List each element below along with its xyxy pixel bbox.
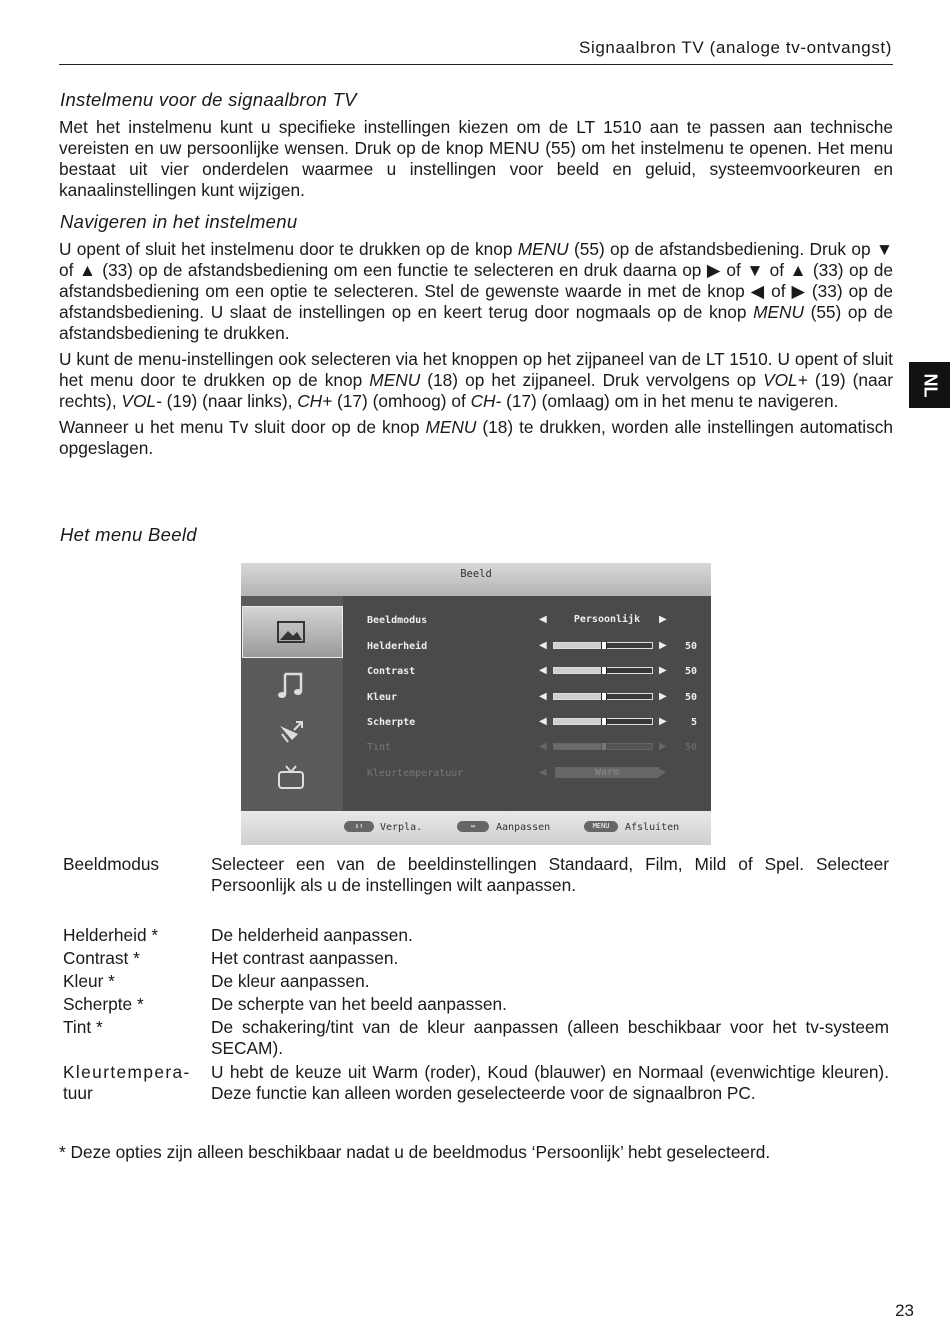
settings-menu-text: Met het instelmenu kunt u specifieke instellingen kiezen om de LT 1510 aan te passen aan technische vereisten en uw persoonlijke wensen. Druk op de knop MENU (55) om het instelmenu te openen. Het menu bestaat uit vier onderdelen waarmee u instellingen voor beeld en geluid, systeemvoorkeuren en kanaalinstellingen kunt wijzigen. [59,117,893,200]
page-number: 23 [895,1301,914,1320]
osd-picture-menu-screenshot [241,563,711,845]
definition-description: De kleur aanpassen. [211,971,370,991]
nl-language-tab [909,362,950,408]
music-note-icon [274,670,308,700]
osd-category-sidebar [241,596,343,811]
osd-row-label: Beeldmodus [367,615,428,626]
definition-description: De helderheid aanpassen. [211,925,413,945]
definition-term: Tint * [63,1017,103,1037]
arrow-left-icon[interactable]: ◀ [539,741,547,752]
osd-row-value: 50 [684,641,697,652]
osd-slider[interactable] [553,718,653,725]
header-rule [59,64,893,65]
arrow-left-icon[interactable]: ◀ [539,665,547,676]
arrow-right-icon[interactable]: ▶ [659,767,667,778]
osd-row-helderheid[interactable] [347,636,711,658]
osd-row-kleur[interactable] [347,687,711,709]
arrow-right-icon[interactable]: ▶ [659,665,667,676]
osd-row-label: Scherpte [367,717,416,728]
arrow-left-icon[interactable]: ◀ [539,640,547,651]
definition-description: Het contrast aanpassen. [211,948,399,968]
footnote: * Deze opties zijn alleen beschikbaar nadat u de beeldmodus ‘Persoonlijk’ hebt geselecteerd. [59,1142,771,1162]
settings-menu-paragraph [59,117,893,201]
section-heading-navigate: Navigeren in het instelmenu [60,211,298,232]
osd-title: Beeld [460,568,492,580]
osd-slider[interactable] [553,667,653,674]
arrow-left-icon[interactable]: ◀ [539,614,547,625]
picture-icon [274,617,308,647]
definition-term: Helderheid * [63,925,159,945]
nl-tab-label: NL [920,373,940,397]
definition-description: U hebt de keuze uit Warm (roder), Koud (blauwer) en Normaal (evenwichtige kleuren). Deze functie kan alleen worden geselecteerde voor de signaalbron PC. [211,1062,889,1103]
definition-term: Beeldmodus [63,854,160,874]
osd-row-tint[interactable] [347,737,711,759]
osd-move-key: ↕↑ [344,821,374,832]
definition-term: Kleur * [63,971,115,991]
osd-row-contrast[interactable] [347,661,711,683]
section-heading-picture-menu: Het menu Beeld [60,524,197,545]
arrow-left-icon[interactable]: ◀ [539,716,547,727]
osd-menu-key: MENU [584,821,618,832]
navigate-paragraphs [59,239,893,459]
osd-slider-fill [554,744,603,749]
page-header-title: Signaalbron TV (analoge tv-ontvangst) [579,38,892,57]
osd-slider-fill [554,668,603,673]
osd-row-label: Contrast [367,666,416,677]
osd-row-label: Tint [367,742,392,753]
arrow-right-icon[interactable]: ▶ [659,716,667,727]
osd-adjust-key: ↔ [457,821,489,832]
osd-row-value: Persoonlijk [573,614,641,625]
osd-row-value: Warm [555,767,659,778]
arrow-left-icon[interactable]: ◀ [539,691,547,702]
osd-settings-list [347,596,711,811]
osd-slider[interactable] [553,642,653,649]
arrow-right-icon[interactable]: ▶ [659,691,667,702]
osd-row-label: Kleurtemperatuur [367,768,464,779]
section-heading-settings-menu: Instelmenu voor de signaalbron TV [60,89,357,110]
arrow-right-icon[interactable]: ▶ [659,614,667,625]
osd-row-label: Kleur [367,692,398,703]
osd-row-kleurtemperatuur[interactable] [347,763,711,785]
osd-row-value: 50 [684,692,697,703]
osd-move-label: Verpla. [380,822,423,833]
osd-row-label: Helderheid [367,641,428,652]
definition-term: Scherpte * [63,994,144,1014]
navigate-paragraph-1: U opent of sluit het instelmenu door te drukken op de knop MENU (55) op de afstandsbediening. Druk op ▼ of ▲ (33) op de afstandsbediening om een functie te selecteren en druk daarna op ▶ of ▼ of ▲ (33) op de afstandsbediening om een optie te selecteren. Stel de gewenste waarde in met de knop ◀ of ▶ (33) op de afstandsbediening. U slaat de instellingen op en keert terug door nogmaals op de knop MENU (55) op de afstandsbediening te drukken. [59,239,893,343]
osd-slider-fill [554,694,603,699]
definition-description: De schakering/tint van de kleur aanpassen (alleen beschikbaar voor het tv-systeem SECAM). [211,1017,889,1058]
definition-description: Selecteer een van de beeldinstellingen Standaard, Film, Mild of Spel. Selecteer Persoonlijk als u de instellingen wilt aanpassen. [211,854,889,895]
osd-slider-knob[interactable] [601,642,607,649]
definition-term: Kleurtempera- tuur [63,1062,191,1103]
osd-row-scherpte[interactable] [347,712,711,734]
osd-row-value: 5 [690,717,697,728]
definition-term: Contrast * [63,948,140,968]
osd-adjust-label: Aanpassen [496,822,551,833]
osd-exit-label: Afsluiten [625,822,680,833]
settings-tools-icon [274,716,308,746]
osd-slider-knob[interactable] [601,743,607,750]
osd-row-value: 50 [684,742,697,753]
osd-row-value: 50 [684,666,697,677]
osd-title-bar [241,563,711,596]
osd-slider-fill [554,719,603,724]
arrow-right-icon[interactable]: ▶ [659,741,667,752]
osd-slider-knob[interactable] [601,693,607,700]
navigate-paragraph-3: Wanneer u het menu Tv sluit door op de knop MENU (18) te drukken, worden alle instellingen automatisch opgeslagen. [59,417,893,458]
osd-row-beeldmodus[interactable] [347,610,711,632]
osd-slider-knob[interactable] [601,718,607,725]
arrow-left-icon[interactable]: ◀ [539,767,547,778]
definition-description: De scherpte van het beeld aanpassen. [211,994,507,1014]
osd-slider-fill [554,643,603,648]
osd-help-footer [241,811,711,845]
arrow-right-icon[interactable]: ▶ [659,640,667,651]
osd-slider-knob[interactable] [601,667,607,674]
navigate-paragraph-2: U kunt de menu-instellingen ook selecteren via het knoppen op het zijpaneel van de LT 1510. U opent of sluit het menu door te drukken op de knop MENU (18) op het zijpaneel. Druk vervolgens op VOL+ (19) (naar rechts), VOL- (19) (naar links), CH+ (17) (omhoog) of CH- (17) (omlaag) om in het menu te navigeren. [59,349,893,411]
tv-channel-icon [274,763,308,793]
osd-slider[interactable] [553,743,653,750]
osd-slider[interactable] [553,693,653,700]
